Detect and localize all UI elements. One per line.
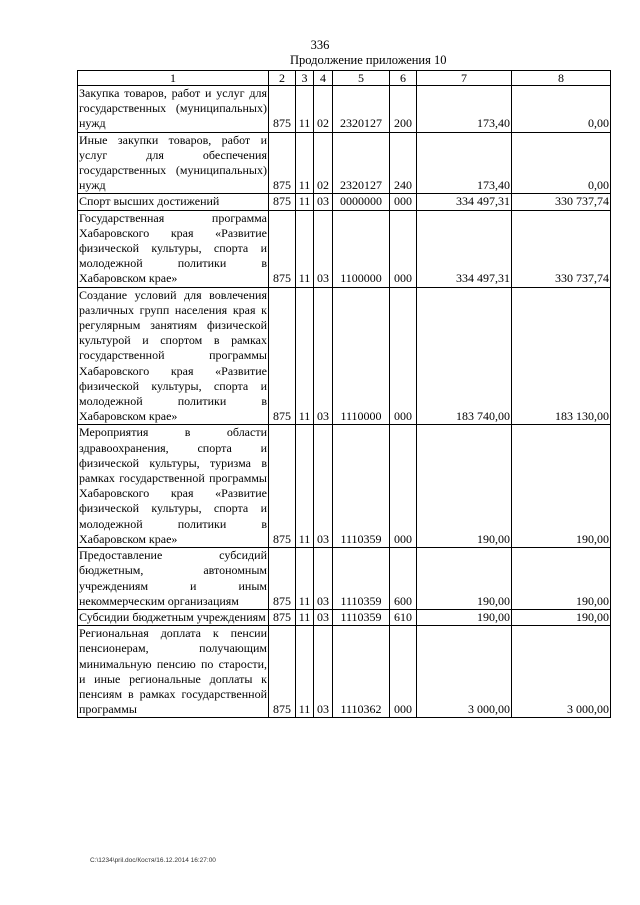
header-row [78, 71, 611, 86]
expense-type-code: 600 [390, 548, 417, 610]
amount-year-2: 190,00 [512, 609, 611, 625]
expense-type-code: 200 [390, 86, 417, 133]
expense-type-code: 610 [390, 609, 417, 625]
continuation-title: Продолжение приложения 10 [290, 53, 447, 67]
row-name: Государственная программа Хабаровского края «Развитие физической культуры, спорта и молодежной политики в Хабаровском крае» [79, 210, 267, 286]
amount-year-2: 330 737,74 [512, 210, 611, 287]
target-code: 1110359 [333, 425, 390, 548]
gr-code: 875 [269, 626, 296, 718]
subsection-code: 03 [314, 287, 333, 425]
target-code: 1110000 [333, 287, 390, 425]
amount-year-2: 330 737,74 [512, 194, 611, 210]
section-code: 11 [296, 86, 314, 133]
section-code: 11 [296, 609, 314, 625]
gr-code: 875 [269, 287, 296, 425]
target-code: 1100000 [333, 210, 390, 287]
amount-year-2: 190,00 [512, 425, 611, 548]
section-code: 11 [296, 210, 314, 287]
column-header: 8 [512, 71, 611, 86]
amount-year-1: 334 497,31 [417, 210, 512, 287]
target-code: 2320127 [333, 86, 390, 133]
column-header: 1 [78, 71, 269, 86]
column-header: 3 [296, 71, 314, 86]
amount-year-2: 3 000,00 [512, 626, 611, 718]
amount-year-1: 173,40 [417, 132, 512, 194]
row-name: Закупка товаров, работ и услуг для государственных (муниципальных) нужд [79, 86, 267, 131]
budget-table [77, 70, 611, 718]
subsection-code: 02 [314, 132, 333, 194]
table-row [78, 626, 611, 718]
target-code: 1110359 [333, 609, 390, 625]
subsection-code: 03 [314, 548, 333, 610]
expense-type-code: 000 [390, 626, 417, 718]
table-row [78, 194, 611, 210]
target-code: 2320127 [333, 132, 390, 194]
expense-type-code: 000 [390, 194, 417, 210]
amount-year-1: 190,00 [417, 548, 512, 610]
table-row [78, 132, 611, 194]
table-body [78, 71, 611, 718]
row-name: Мероприятия в области здравоохранения, спорта и физической культуры, туризма в рамках государственной программы Хабаровского края «Развитие физической культуры, спорта и молодежной политики в Хабаровском крае» [79, 425, 267, 546]
subsection-code: 03 [314, 210, 333, 287]
gr-code: 875 [269, 548, 296, 610]
target-code: 1110359 [333, 548, 390, 610]
section-code: 11 [296, 194, 314, 210]
amount-year-1: 3 000,00 [417, 626, 512, 718]
expense-type-code: 240 [390, 132, 417, 194]
amount-year-2: 0,00 [512, 86, 611, 133]
section-code: 11 [296, 287, 314, 425]
section-code: 11 [296, 425, 314, 548]
amount-year-1: 190,00 [417, 609, 512, 625]
section-code: 11 [296, 548, 314, 610]
section-code: 11 [296, 626, 314, 718]
column-header: 7 [417, 71, 512, 86]
amount-year-2: 0,00 [512, 132, 611, 194]
gr-code: 875 [269, 210, 296, 287]
column-header: 6 [390, 71, 417, 86]
gr-code: 875 [269, 609, 296, 625]
expense-type-code: 000 [390, 210, 417, 287]
amount-year-1: 183 740,00 [417, 287, 512, 425]
subsection-code: 03 [314, 626, 333, 718]
target-code: 1110362 [333, 626, 390, 718]
gr-code: 875 [269, 425, 296, 548]
table-row [78, 86, 611, 133]
row-name: Создание условий для вовлечения различных групп населения края к регулярным занятиям физической культурой и спортом в рамках государственной программы Хабаровского края «Развитие физической культуры, спорта и молодежной политики в Хабаровском крае» [79, 287, 267, 424]
subsection-code: 03 [314, 425, 333, 548]
column-header: 4 [314, 71, 333, 86]
table-row [78, 425, 611, 548]
table-row [78, 548, 611, 610]
table-row [78, 609, 611, 625]
subsection-code: 03 [314, 609, 333, 625]
gr-code: 875 [269, 86, 296, 133]
row-name: Спорт высших достижений [78, 194, 269, 210]
section-code: 11 [296, 132, 314, 194]
gr-code: 875 [269, 132, 296, 194]
subsection-code: 02 [314, 86, 333, 133]
amount-year-1: 190,00 [417, 425, 512, 548]
row-name: Иные закупки товаров, работ и услуг для обеспечения государственных (муниципальных) нужд [79, 132, 267, 193]
expense-type-code: 000 [390, 287, 417, 425]
amount-year-2: 190,00 [512, 548, 611, 610]
target-code: 0000000 [333, 194, 390, 210]
row-name: Региональная доплата к пенсии пенсионерам, получающим минимальную пенсию по старости, и иные региональные доплаты к пенсиям в рамках государственной программы [79, 626, 267, 717]
gr-code: 875 [269, 194, 296, 210]
row-name: Субсидии бюджетным учреждениям [78, 609, 269, 625]
table-row [78, 210, 611, 287]
file-path-footer: C:\1234\pril.doc/Костя/16.12.2014 16:27:00 [90, 857, 216, 864]
subsection-code: 03 [314, 194, 333, 210]
amount-year-1: 173,40 [417, 86, 512, 133]
row-name: Предоставление субсидий бюджетным, автономным учреждениям и иным некоммерческим организациям [79, 548, 267, 608]
amount-year-2: 183 130,00 [512, 287, 611, 425]
column-header: 2 [269, 71, 296, 86]
expense-type-code: 000 [390, 425, 417, 548]
page-number: 336 [310, 38, 330, 52]
column-header: 5 [333, 71, 390, 86]
table-row [78, 287, 611, 425]
amount-year-1: 334 497,31 [417, 194, 512, 210]
